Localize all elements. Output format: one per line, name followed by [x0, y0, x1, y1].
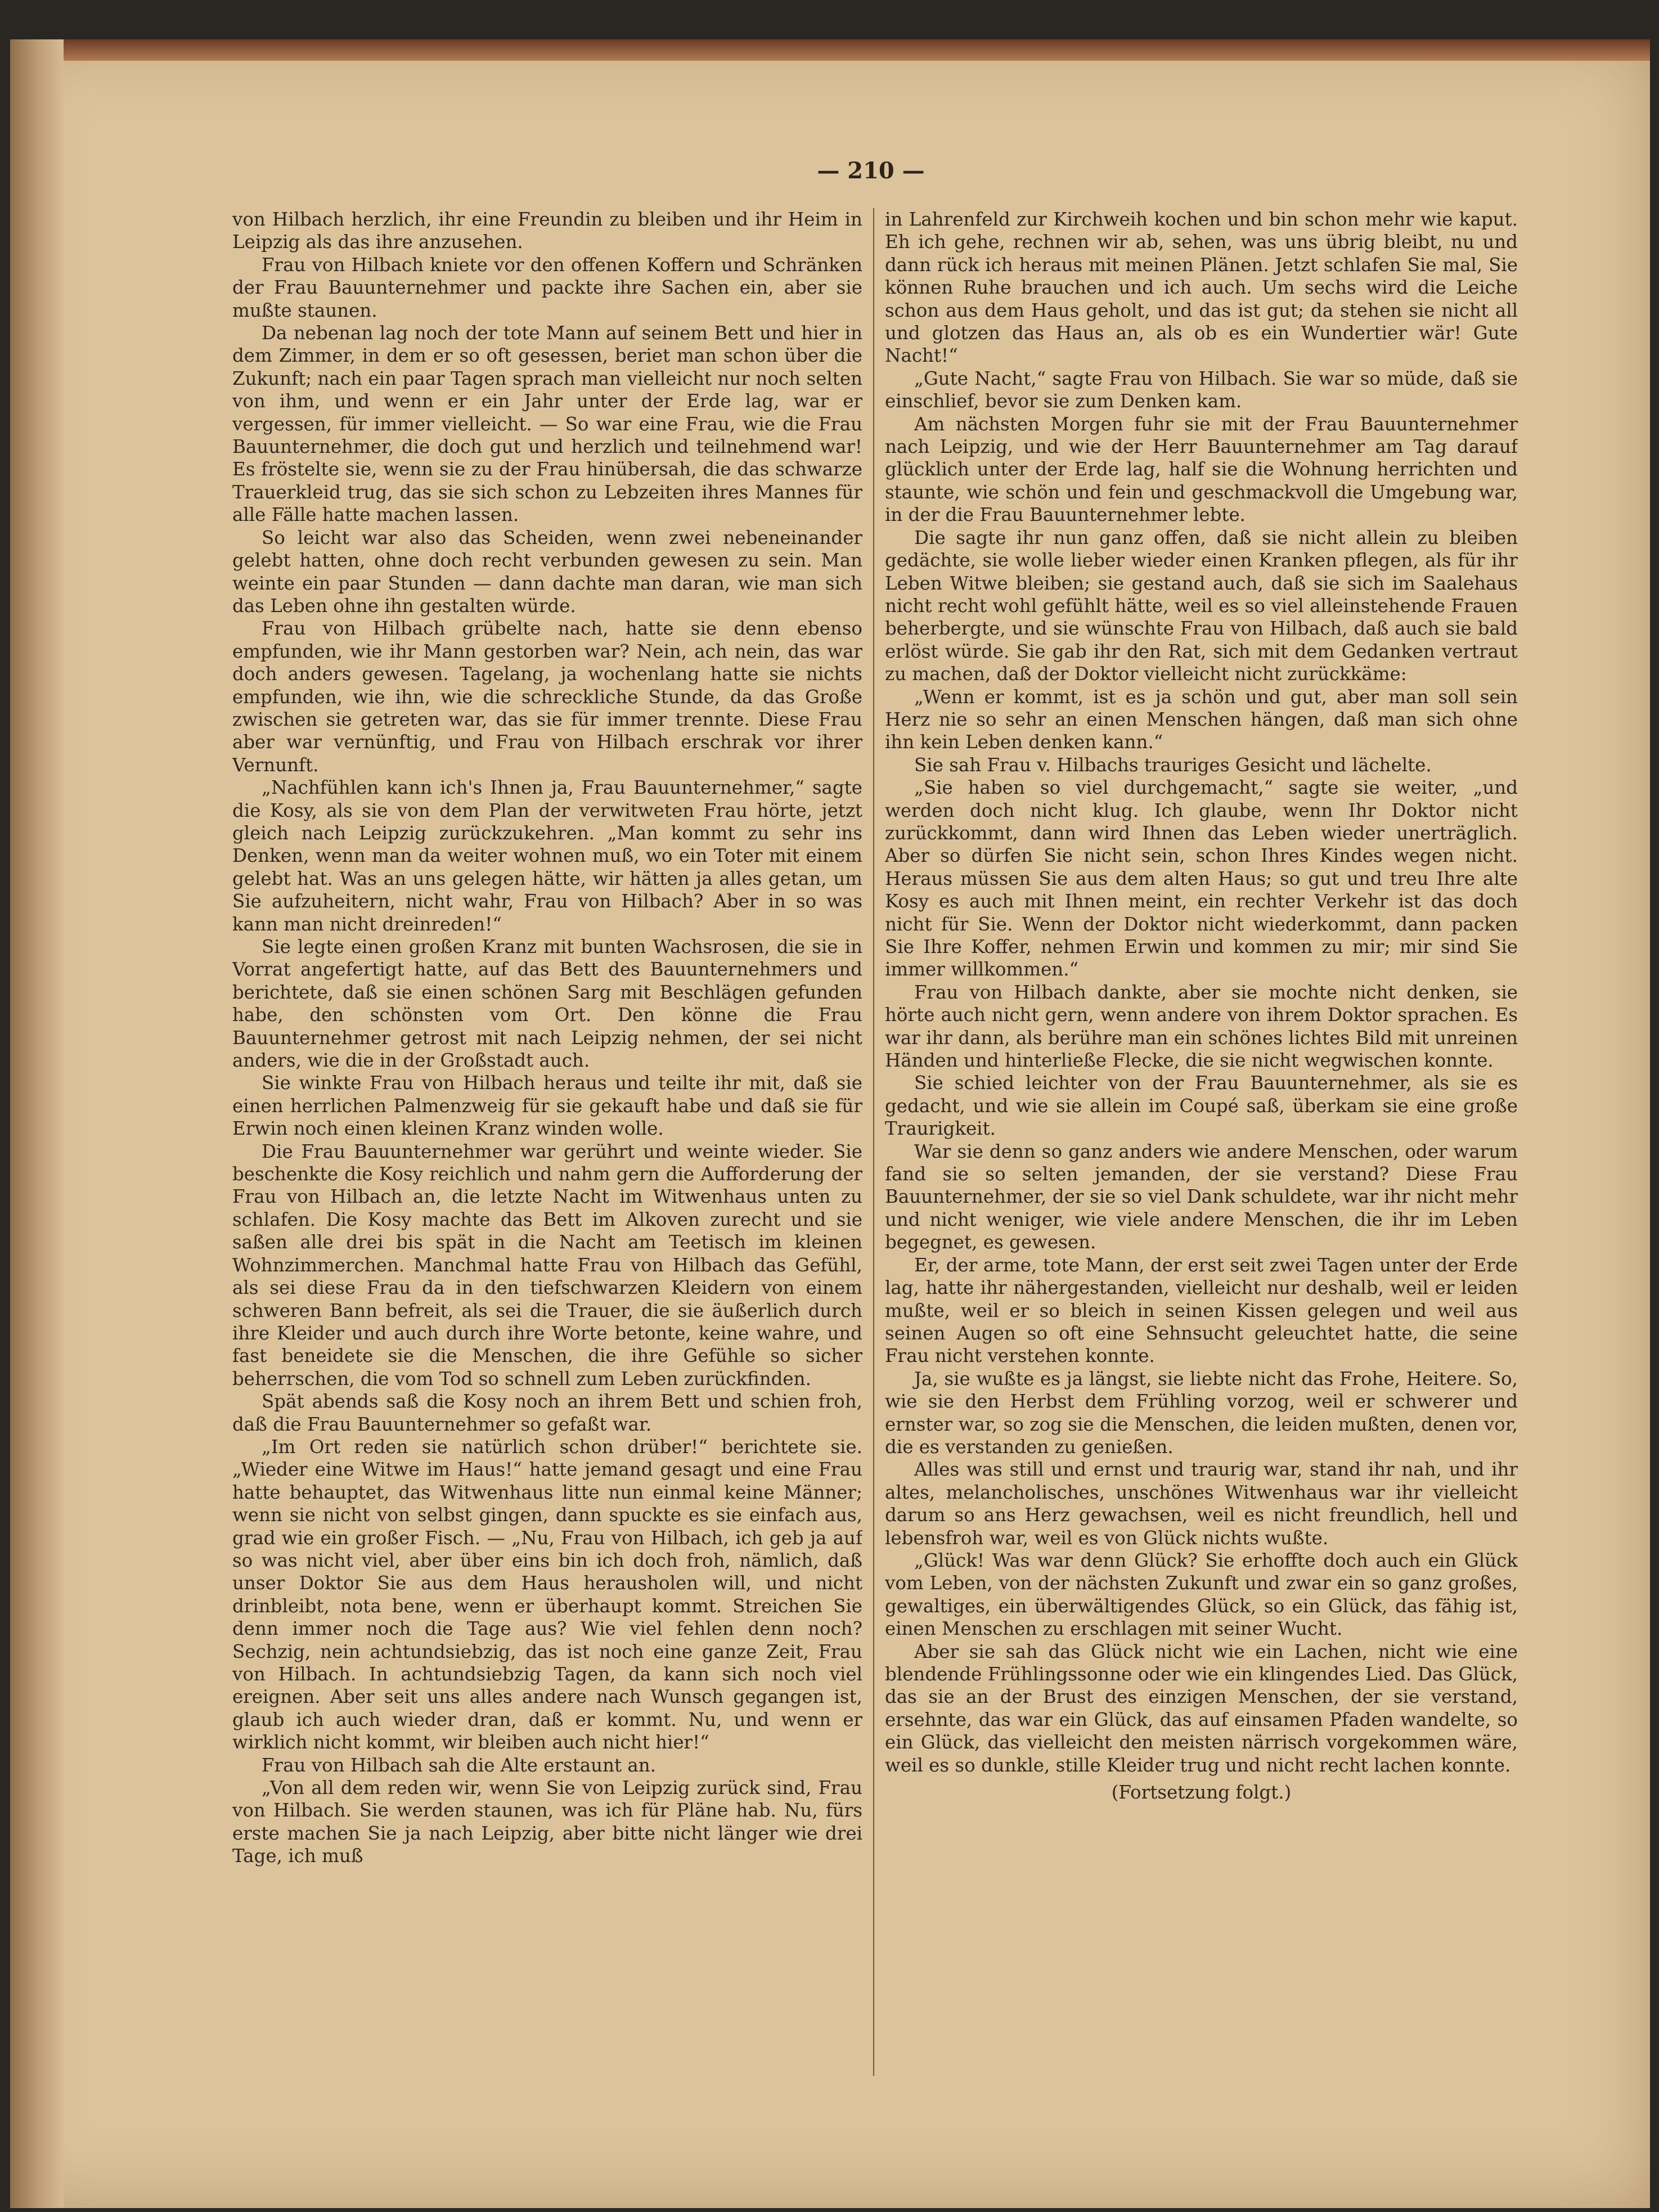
book-gutter-shadow [10, 39, 64, 2208]
text-column-left [232, 208, 862, 2076]
paragraph: „Wenn er kommt, ist es ja schön und gut, aber man soll sein Herz nie so sehr an einen Menschen hängen, daß man sich ohne ihn kein Leben denken kann.“ [885, 686, 1518, 753]
paragraph: Ja, sie wußte es ja längst, sie liebte nicht das Frohe, Heitere. So, wie sie den Herbst dem Frühling vorzog, weil er schwerer und ernster war, so zog sie die Menschen, die leiden mußten, denen vor, die es verstanden zu genießen. [885, 1368, 1518, 1458]
paragraph: Aber sie sah das Glück nicht wie ein Lachen, nicht wie eine blendende Frühlingssonne oder wie ein klingendes Lied. Das Glück, das sie an der Brust des einzigen Menschen, der sie verstand, ersehnte, das war ein Glück, das auf einsamen Pfaden wandelte, so ein Glück, das vielleicht den meisten närrisch vorgekommen wäre, weil es so dunkle, stille Kleider trug und nicht recht lachen konnte. [885, 1640, 1518, 1776]
paragraph: Frau von Hilbach kniete vor den offenen Koffern und Schränken der Frau Bauunternehmer und packte ihre Sachen ein, aber sie mußte staunen. [232, 254, 862, 321]
paragraph: Am nächsten Morgen fuhr sie mit der Frau Bauunternehmer nach Leipzig, und wie der Herr Bauunternehmer am Tag darauf glücklich unter der Erde lag, half sie die Wohnung herrichten und staunte, wie schön und fein und geschmackvoll die Umgebung war, in der die Frau Bauunternehmer lebte. [885, 413, 1518, 526]
paragraph: Sie sah Frau v. Hilbachs trauriges Gesicht und lächelte. [914, 754, 1432, 776]
paragraph: War sie denn so ganz anders wie andere Menschen, oder warum fand sie so selten jemanden, der sie verstand? Diese Frau Bauunternehmer, der sie so viel Dank schuldete, war ihr nicht mehr und nicht weniger, wie viele andere Menschen, die ihr im Leben begegnet, es gewesen. [885, 1140, 1518, 1253]
text-column-right [885, 208, 1518, 2076]
paragraph: Frau von Hilbach dankte, aber sie mochte nicht denken, sie hörte auch nicht gern, wenn andere von ihrem Doktor sprachen. Es war ihr dann, als berühre man ein schönes lichtes Bild mit unreinen Händen und hinterließe Flecke, die sie nicht wegwischen konnte. [885, 981, 1518, 1072]
book-top-edge [10, 39, 1650, 61]
paragraph: „Sie haben so viel durchgemacht,“ sagte sie weiter, „und werden doch nicht klug. Ich glaube, wenn Ihr Doktor nicht zurückkommt, dann wird Ihnen das Leben wieder unerträglich. Aber so dürfen Sie nicht sein, schon Ihres Kindes wegen nicht. Heraus müssen Sie aus dem alten Haus; so gut und treu Ihre alte Kosy es auch mit Ihnen meint, ein rechter Verkehr ist das doch nicht für Sie. Wenn der Doktor nicht wiederkommt, dann packen Sie Ihre Koffer, nehmen Erwin und kommen zu mir; mir sind Sie immer willkommen.“ [885, 777, 1518, 981]
book-page [10, 39, 1650, 2208]
paragraph: Sie legte einen großen Kranz mit bunten Wachsrosen, die sie in Vorrat angefertigt hatte, auf das Bett des Bauunternehmers und berichtete, daß sie einen schönen Sarg mit Beschlägen gefunden habe, den schönsten vom Ort. Den könne die Frau Bauunternehmer getrost mit nach Leipzig nehmen, der sei nicht anders, wie die in der Großstadt auch. [232, 936, 862, 1072]
paragraph: Sie winkte Frau von Hilbach heraus und teilte ihr mit, daß sie einen herrlichen Palmenzweig für sie gekauft habe und daß sie für Erwin noch einen kleinen Kranz winden wolle. [232, 1072, 862, 1140]
paragraph: Frau von Hilbach grübelte nach, hatte sie denn ebenso empfunden, wie ihr Mann gestorben war? Nein, ach nein, das war doch anders gewesen. Tagelang, ja wochenlang hatte sie nichts empfunden, wie ihn, wie die schreckliche Stunde, da das Große zwischen sie getreten war, das sie für immer trennte. Diese Frau aber war vernünftig, und Frau von Hilbach erschrak vor ihrer Vernunft. [232, 618, 862, 776]
paragraph: Die Frau Bauunternehmer war gerührt und weinte wieder. Sie beschenkte die Kosy reichlich und nahm gern die Aufforderung der Frau von Hilbach an, die letzte Nacht im Witwenhaus unten zu schlafen. Die Kosy machte das Bett im Alkoven zurecht und sie saßen alle drei bis spät in die Nacht am Teetisch im kleinen Wohnzimmerchen. Manchmal hatte Frau von Hilbach das Gefühl, als sei diese Frau da in den tiefschwarzen Kleidern von einem schweren Bann befreit, als sei die Trauer, die sie äußerlich durch ihre Kleider und auch durch ihre Worte betonte, keine wahre, und fast beneidete sie die Menschen, die ihre Gefühle so sicher beherrschen, die vom Tod so schnell zum Leben zurückfinden. [232, 1140, 862, 1390]
paragraph: in Lahrenfeld zur Kirchweih kochen und bin schon mehr wie kaput. Eh ich gehe, rechnen wir ab, sehen, was uns übrig bleibt, nu und dann rück ich heraus mit meinen Plänen. Jetzt schlafen Sie mal, Sie können Ruhe brauchen und ich auch. Um sechs wird die Leiche schon aus dem Haus geholt, und das ist gut; da stehen sie nicht all und glotzen das Haus an, als ob es ein Wundertier wär! Gute Nacht!“ [885, 209, 1518, 367]
paragraph: Sie schied leichter von der Frau Bauunternehmer, als sie es gedacht, und wie sie allein im Coupé saß, überkam sie eine große Traurigkeit. [885, 1072, 1518, 1140]
paragraph: „Glück! Was war denn Glück? Sie erhoffte doch auch ein Glück vom Leben, von der nächsten Zukunft und zwar ein so ganz großes, gewaltiges, ein überwältigendes Glück, so ein Glück, das fähig ist, einen Menschen zu erschlagen mit seiner Wucht. [885, 1549, 1518, 1640]
paragraph: „Nachfühlen kann ich's Ihnen ja, Frau Bauunternehmer,“ sagte die Kosy, als sie von dem Plan der verwitweten Frau hörte, jetzt gleich nach Leipzig zurückzukehren. „Man kommt zu sehr ins Denken, wenn man da weiter wohnen muß, wo ein Toter mit einem gelebt hat. Was an uns gelegen hätte, wir hätten ja alles getan, um Sie aufzuheitern, nicht wahr, Frau von Hilbach? Aber in so was kann man nicht dreinreden!“ [232, 777, 862, 935]
paragraph: Die sagte ihr nun ganz offen, daß sie nicht allein zu bleiben gedächte, sie wolle lieber wieder einen Kranken pflegen, als für ihr Leben Witwe bleiben; sie gestand auch, daß sie sich im Saalehaus nicht recht wohl gefühlt hätte, weil es so viel alleinstehende Frauen beherbergte, und sie wünschte Frau von Hilbach, daß auch sie bald erlöst würde. Sie gab ihr den Rat, sich mit dem Gedanken vertraut zu machen, daß der Doktor vielleicht nicht zurückkäme: [885, 527, 1518, 685]
column-divider [873, 208, 874, 2076]
paragraph: Alles was still und ernst und traurig war, stand ihr nah, und ihr altes, melancholisches, unschönes Witwenhaus war ihr vielleicht darum so ans Herz gewachsen, weil es nicht freundlich, hell und lebensfroh war, weil es von Glück nichts wußte. [885, 1459, 1518, 1549]
paragraph: „Von all dem reden wir, wenn Sie von Leipzig zurück sind, Frau von Hilbach. Sie werden staunen, was ich für Pläne hab. Nu, fürs erste machen Sie ja nach Leipzig, aber bitte nicht länger wie drei Tage, ich muß [232, 1777, 862, 1867]
paragraph: „Im Ort reden sie natürlich schon drüber!“ berichtete sie. „Wieder eine Witwe im Haus!“ hatte jemand gesagt und eine Frau hatte behauptet, das Witwenhaus litte nun einmal keine Männer; wenn sie nicht von selbst gingen, dann spuckte es sie einfach aus, grad wie ein großer Fisch. — „Nu, Frau von Hilbach, ich geb ja auf so was nicht viel, aber über eins bin ich doch froh, nämlich, daß unser Doktor Sie aus dem Haus herausholen will, und nicht drinbleibt, nota bene, wenn er überhaupt kommt. Streichen Sie denn immer noch die Tage aus? Wie viel fehlen denn noch? Sechzig, nein achtundsiebzig, das ist noch eine ganze Zeit, Frau von Hilbach. In achtundsiebzig Tagen, da kann sich noch viel ereignen. Aber seit uns alles andere nach Wunsch gegangen ist, glaub ich auch wieder dran, daß er kommt. Nu, und wenn er wirklich nicht kommt, wir bleiben auch nicht hier!“ [232, 1436, 862, 1754]
paragraph: Frau von Hilbach sah die Alte erstaunt an. [262, 1754, 657, 1776]
page-number: — 210 — [817, 158, 925, 184]
paragraph: „Gute Nacht,“ sagte Frau von Hilbach. Sie war so müde, daß sie einschlief, bevor sie zum Denken kam. [885, 367, 1518, 412]
continuation-note: (Fortsetzung folgt.) [1111, 1782, 1292, 1804]
paragraph: So leicht war also das Scheiden, wenn zwei nebeneinander gelebt hatten, ohne doch recht verbunden gewesen zu sein. Man weinte ein paar Stunden — dann dachte man daran, wie man sich das Leben ohne ihn gestalten würde. [232, 527, 862, 617]
paragraph: von Hilbach herzlich, ihr eine Freundin zu bleiben und ihr Heim in Leipzig als das ihre anzusehen. [232, 209, 862, 253]
paragraph: Da nebenan lag noch der tote Mann auf seinem Bett und hier in dem Zimmer, in dem er so oft gesessen, beriet man schon über die Zukunft; nach ein paar Tagen sprach man vielleicht nur noch selten von ihm, und wenn er ein Jahr unter der Erde lag, war er vergessen, für immer vielleicht. — So war eine Frau, wie die Frau Bauunternehmer, die doch gut und herzlich und teilnehmend war! Es fröstelte sie, wenn sie zu der Frau hinübersah, die das schwarze Trauerkleid trug, das sie sich schon zu Lebzeiten ihres Mannes für alle Fälle hatte machen lassen. [232, 322, 862, 526]
paragraph: Spät abends saß die Kosy noch an ihrem Bett und schien froh, daß die Frau Bauunternehmer so gefaßt war. [232, 1391, 862, 1435]
paragraph: Er, der arme, tote Mann, der erst seit zwei Tagen unter der Erde lag, hatte ihr nähergestanden, vielleicht nur deshalb, weil er leiden mußte, weil er so bleich in seinen Kissen gelegen und weil aus seinen Augen so oft eine Sehnsucht geleuchtet hatte, die seine Frau nicht verstehen konnte. [885, 1254, 1518, 1367]
